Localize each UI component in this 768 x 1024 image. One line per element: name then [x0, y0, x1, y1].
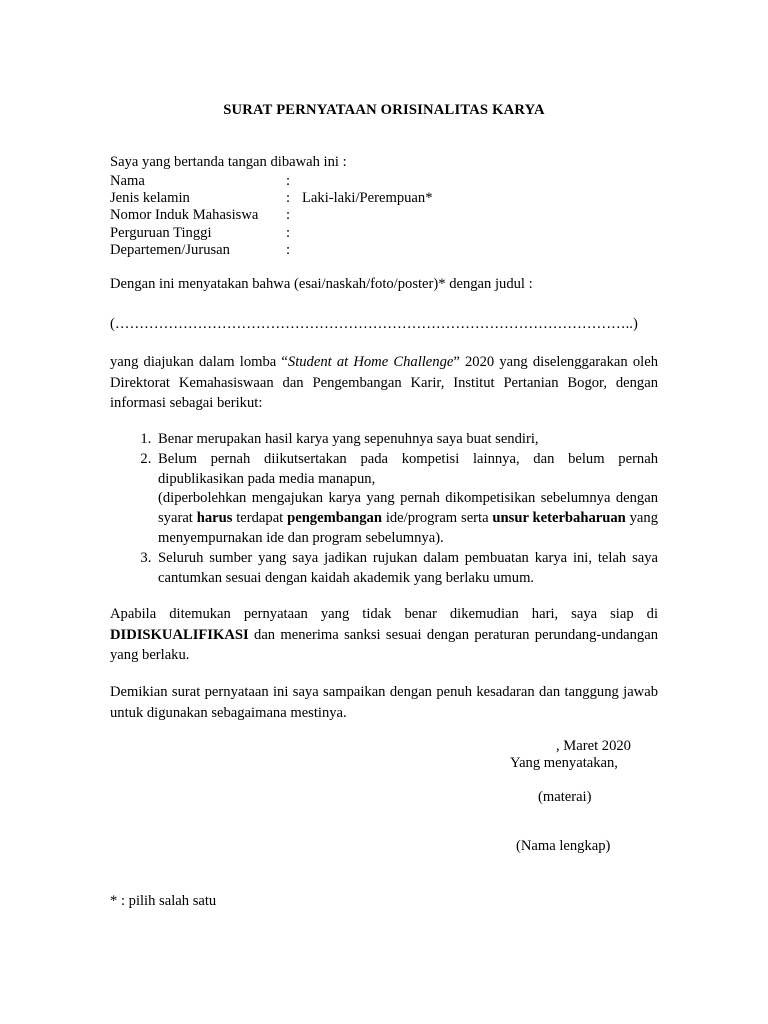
field-value [302, 173, 433, 190]
field-colon: : [286, 224, 291, 241]
closing-paragraph: Demikian surat pernyataan ini saya sampaikan dengan penuh kesadaran dan tanggung jawab untuk digunakan sebagaimana mestinya. [110, 684, 658, 721]
note-text: (diperbolehkan mengajukan karya yang pernah dikompetisikan sebelumnya dengan syarat [158, 490, 658, 527]
note-text: terdapat [232, 510, 288, 527]
list-item-text: Benar merupakan hasil karya yang sepenuhnya saya buat sendiri, [158, 431, 539, 447]
field-colon: : [286, 207, 291, 224]
field-label: Nomor Induk Mahasiswa [110, 207, 259, 224]
field-label: Departemen/Jurusan [110, 241, 230, 258]
declaration-text: Dengan ini menyatakan bahwa (esai/naskah/foto/poster)* dengan judul : [110, 276, 533, 292]
list-item [155, 450, 658, 549]
list-item [155, 430, 658, 450]
list-item [155, 549, 658, 589]
field-colon: : [286, 173, 291, 189]
note-text: yang menyempurnakan ide dan program sebelumnya). [158, 510, 658, 546]
document-title: SURAT PERNYATAAN ORISINALITAS KARYA [223, 102, 545, 118]
identity-fields [110, 173, 433, 259]
field-value [302, 207, 433, 224]
intro-text: Saya yang bertanda tangan dibawah ini : [110, 154, 347, 170]
signature-date: , Maret 2020 [556, 738, 631, 754]
list-item-text: Seluruh sumber yang saya jadikan rujukan dalam pembuatan karya ini, telah saya cantumkan sesuai dengan kaidah akademik yang berlaku umum. [158, 549, 658, 586]
field-value [302, 225, 433, 242]
competition-name: Student at Home Challenge [287, 354, 454, 370]
field-row-nama [110, 173, 433, 190]
field-value [302, 242, 433, 259]
paragraph-text: Apabila ditemukan pernyataan yang tidak benar dikemudian hari, saya siap di [110, 606, 658, 622]
note-bold: pengembangan [287, 510, 382, 527]
field-row-nim [110, 207, 433, 224]
note-bold: harus [196, 510, 233, 527]
field-value: Laki-laki/Perempuan* [302, 190, 433, 207]
list-item-note [158, 489, 658, 548]
note-text: ide/program serta [381, 510, 493, 527]
statement-list [110, 430, 658, 588]
work-title-blank: (……………………………………………………………………………………………..) [110, 316, 638, 332]
paragraph-text: dan menerima sanksi sesuai dengan peraturan perundang-undangan yang berlaku. [110, 626, 658, 663]
field-row-departemen [110, 242, 433, 259]
field-colon: : [286, 190, 291, 207]
paragraph-text: yang diajukan dalam lomba “ [110, 354, 288, 370]
note-bold: unsur keterbaharuan [492, 510, 626, 527]
field-label: Jenis kelamin [110, 190, 190, 207]
competition-paragraph [110, 352, 658, 414]
field-row-jenis-kelamin [110, 190, 433, 207]
signature-declarant: Yang menyatakan, [510, 755, 618, 771]
disqualification-paragraph [110, 604, 658, 666]
signature-name: (Nama lengkap) [516, 838, 611, 854]
field-label: Nama [110, 173, 145, 189]
paragraph-text: ” 2020 yang diselenggarakan oleh Direktorat Kemahasiswaan dan Pengembangan Karir, Institut Pertanian Bogor, dengan informasi sebagai berikut: [110, 354, 658, 411]
field-colon: : [286, 241, 291, 258]
paragraph-bold: DIDISKUALIFIKASI [110, 626, 249, 643]
field-row-perguruan-tinggi [110, 225, 433, 242]
field-label: Perguruan Tinggi [110, 224, 212, 241]
list-item-text: Belum pernah diikutsertakan pada kompetisi lainnya, dan belum pernah dipublikasikan pada media manapun, [158, 450, 658, 487]
footnote: * : pilih salah satu [110, 893, 217, 909]
stamp-placeholder: (materai) [538, 789, 592, 805]
